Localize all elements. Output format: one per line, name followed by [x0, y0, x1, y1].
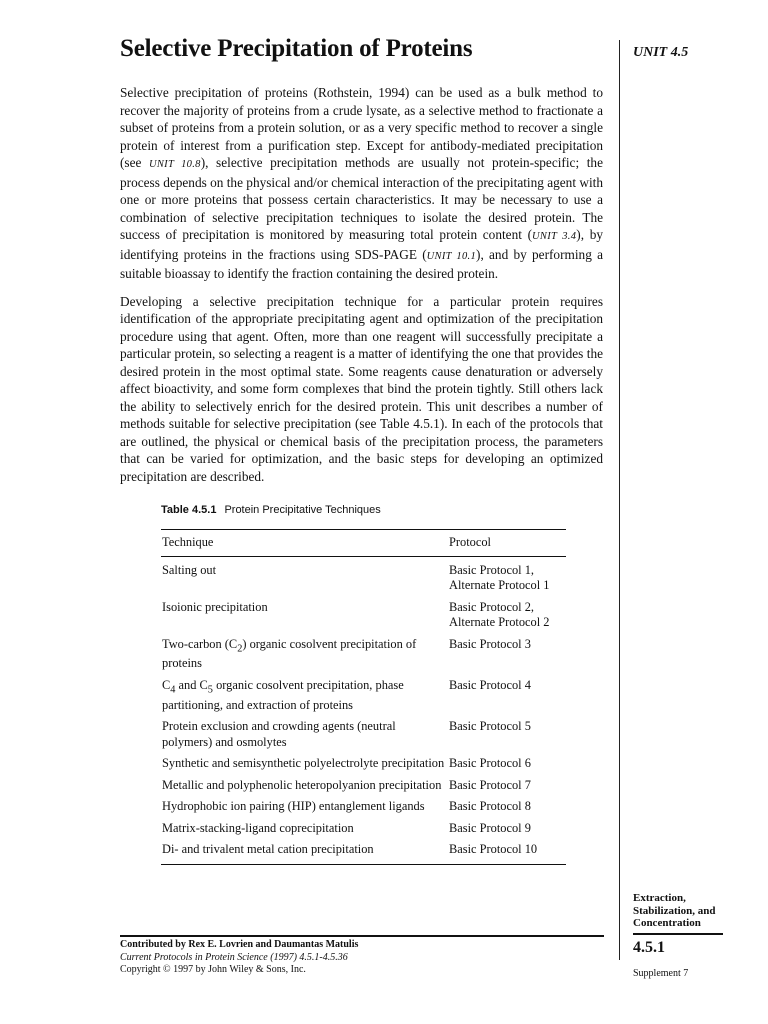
technique-cell: $C_4$ and $C_5$ organic cosolvent precipitation, phase partitioning, and extraction of proteins — [162, 677, 404, 712]
table-label: Table 4.5.1 — [161, 504, 217, 516]
table-row — [161, 755, 566, 777]
table-row — [161, 636, 566, 677]
table-row — [161, 841, 566, 864]
protocol-cell: Basic Protocol 3 — [449, 636, 531, 651]
paragraph-intro: Selective precipitation of proteins (Rothstein, 1994) can be used as a bulk method to recover the majority of proteins from a crude lysate, as a selective method to fractionate a subset of proteins from a protein solution, or as a very specific method to recover a single protein of interest from a purification step. Except for antibody-mediated precipitation (see UNIT 10.8), selective precipitation methods are usually not protein-specific; the process depends on the physical and/or chemical interaction of the precipitating agent with one or more proteins that possess certain characteristics. It may be necessary to use a combination of selective precipitation techniques to isolate the desired protein. The success of precipitation is monitored by measuring total protein content (UNIT 3.4), by identifying proteins in the fractions using SDS-PAGE (UNIT 10.1), and by performing a suitable bioassay to identify the fraction containing the desired protein. — [120, 85, 604, 281]
column-header-protocol: Protocol — [448, 530, 566, 557]
table-caption-text: Protein Precipitative Techniques — [224, 504, 381, 516]
protocol-cell: Basic Protocol 1, Alternate Protocol 1 — [449, 562, 550, 592]
table-row — [161, 798, 566, 820]
margin-rule — [619, 40, 620, 960]
sidebar-rule — [633, 933, 723, 935]
citation-line: Current Protocols in Protein Science (1997) 4.5.1-4.5.36 — [120, 951, 348, 963]
technique-cell: Matrix-stacking-ligand coprecipitation — [162, 820, 354, 835]
technique-cell: Two-carbon $(C_2)$ organic cosolvent precipitation of proteins — [162, 636, 417, 671]
paragraph-developing: Developing a selective precipitation technique for a particular protein requires identification of the appropriate precipitating agent and optimization of the precipitation procedure using that agent. Often, more than one reagent will successfully precipitate a particular protein, so selecting a reagent is a matter of identifying the one that provides the desired protein in the most optimal state. Some reagents cause denaturation or adversely affect bioactivity, and some form complexes that bind the protein tightly. Still others lack the ability to selectively enrich for the desired protein. This unit describes a number of methods suitable for selective precipitation (see Table 4.5.1). In each of the protocols that are outlined, the physical or chemical basis of the precipitation process, the parameters that can be varied for optimization, and the basic steps for developing an optimized precipitation are described. — [120, 293, 603, 484]
table-header-row — [161, 530, 566, 557]
page-number: 4.5.1 — [633, 939, 665, 956]
protein-techniques-table — [161, 529, 566, 865]
protocol-cell: Basic Protocol 10 — [448, 841, 566, 864]
table-row — [161, 820, 566, 842]
body-text — [120, 84, 603, 495]
column-header-technique: Technique — [161, 530, 448, 557]
technique-cell: Isoionic precipitation — [162, 599, 268, 614]
table-row — [161, 556, 566, 599]
unit-label: UNIT 4.5 — [633, 45, 689, 60]
unit-reference-link[interactable]: UNIT 10.1 — [426, 250, 477, 262]
technique-cell: Metallic and polyphenolic heteropolyanion precipitation — [162, 777, 442, 792]
copyright-line: Copyright © 1997 by John Wiley & Sons, Inc. — [120, 964, 306, 975]
section-label: Extraction, Stabilization, and Concentration — [633, 892, 716, 929]
technique-cell: Hydrophobic ion pairing (HIP) entanglement ligands — [162, 799, 425, 814]
protocol-cell: Basic Protocol 4 — [449, 677, 531, 692]
technique-cell: Di- and trivalent metal cation precipitation — [161, 841, 448, 864]
protocol-cell: Basic Protocol 2, Alternate Protocol 2 — [449, 599, 550, 629]
protocol-cell: Basic Protocol 9 — [449, 820, 531, 835]
technique-cell: Protein exclusion and crowding agents (neutral polymers) and osmolytes — [162, 719, 396, 749]
footer-rule — [120, 935, 604, 937]
page-title: Selective Precipitation of Proteins — [120, 35, 473, 62]
protocol-cell: Basic Protocol 5 — [449, 719, 531, 734]
table-caption — [161, 504, 381, 516]
footer-credits — [120, 939, 358, 977]
contributors-line: Contributed by Rex E. Lovrien and Daumantas Matulis — [120, 939, 359, 950]
table-row — [161, 599, 566, 636]
table-row — [161, 718, 566, 755]
protocol-cell: Basic Protocol 7 — [449, 777, 531, 792]
unit-reference-link[interactable]: UNIT 3.4 — [532, 231, 577, 242]
technique-cell: Salting out — [162, 562, 217, 577]
table-row — [161, 677, 566, 718]
protocol-cell: Basic Protocol 8 — [449, 799, 531, 814]
technique-cell: Synthetic and semisynthetic polyelectrolyte precipitation — [162, 756, 445, 771]
unit-reference-link[interactable]: UNIT 10.8 — [149, 159, 201, 170]
supplement-label: Supplement 7 — [633, 968, 689, 979]
protocol-cell: Basic Protocol 6 — [449, 756, 531, 771]
table-row — [161, 777, 566, 799]
